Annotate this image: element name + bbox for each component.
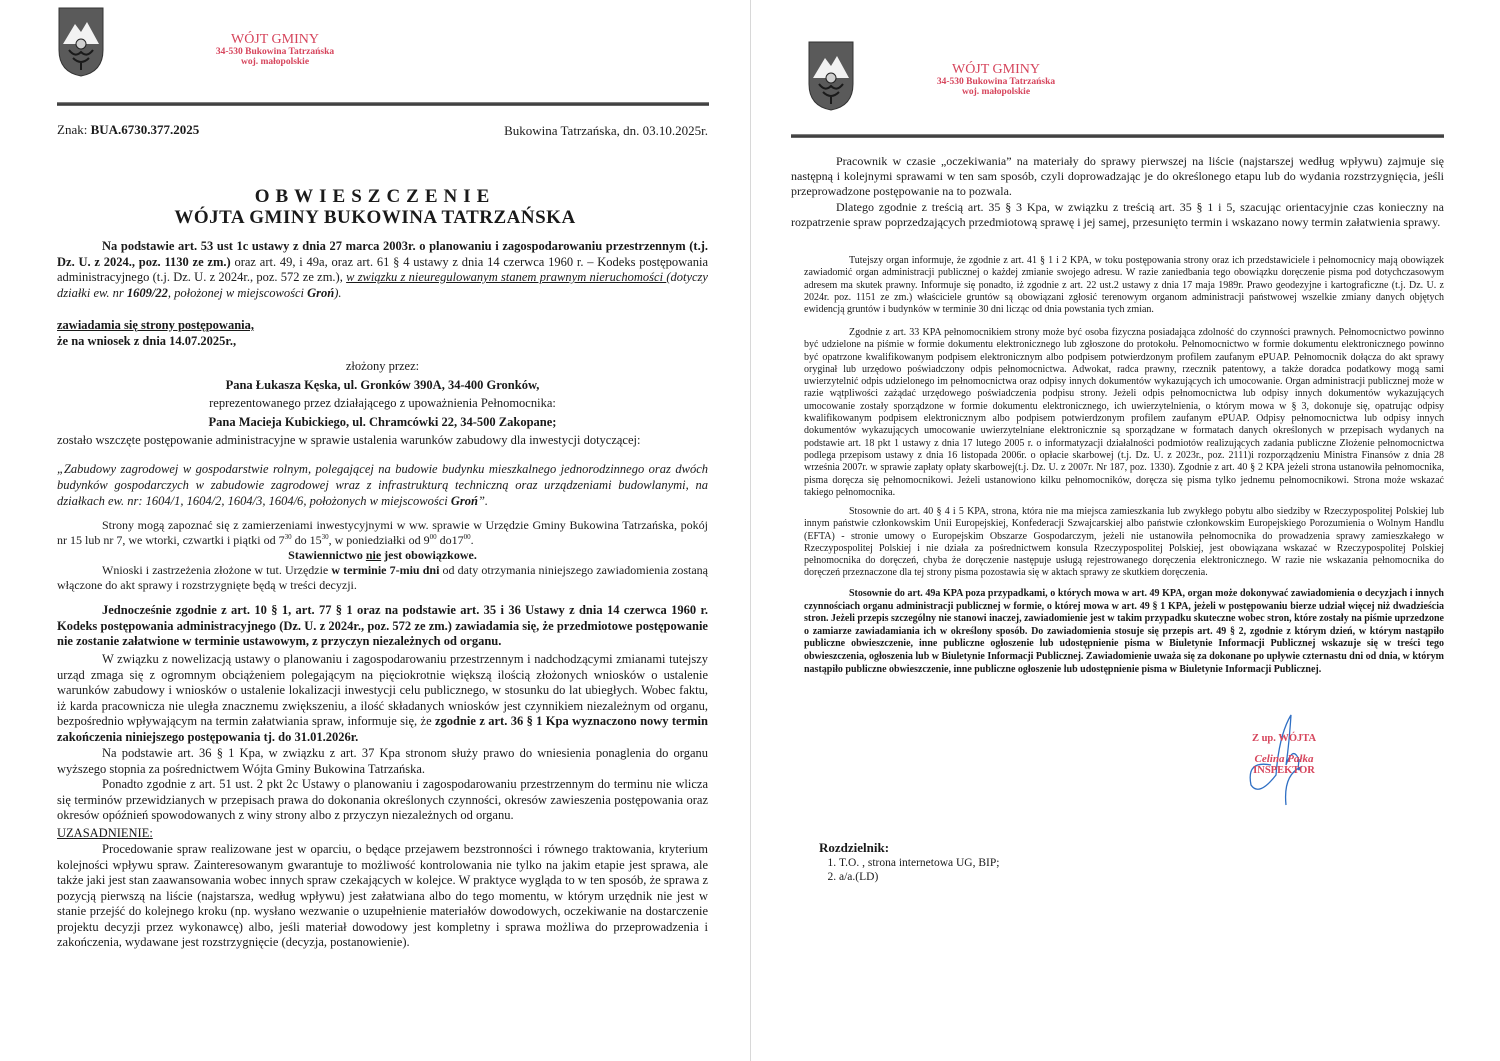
- attorney: Pana Macieja Kubickiego, ul. Chramcówki 22, 34-500 Zakopane;: [208, 414, 557, 429]
- signature-name: Celina Pałka: [1254, 752, 1314, 765]
- distribution-heading: Rozdzielnik:: [819, 840, 890, 855]
- coat-of-arms-icon: [57, 6, 105, 78]
- public-notice-paragraph: Stosownie do art. 49a KPA poza przypadkami, o których mowa w art. 49 KPA, organ może dokonywać zawiadomienia o decyzjach i innych czynnościach organu administracji publicznej w formie, o której mowa w art. 49 § 1 KPA, jeżeli w postępowaniu bierze udział więcej niż dwadzieścia stron. Jeżeli przepis szczególny nie stanowi inaczej, zawiadomienie jest w takim przypadku skuteczne wobec stron, które zostały na piśmie uprzedzone o zamiarze zawiadamiania ich w określony sposób. Do zawiadomienia stosuje się przepis art. 49 § 2, zgodnie z którym dzień, w którym nastąpiło publiczne obwieszczenie, inne publiczne ogłoszenie lub udostępnienie pisma w Biuletynie Informacji Publicznej wskazuje się w treści tego obwieszczenia, ogłoszenia lub w Biuletynie Informacji Publicznej. Zawiadomienie uważa się za dokonane po upływie czternastu dni od dnia, w którym nastąpiło publiczne obwieszczenie, inne publiczne ogłoszenie lub udostępnienie pisma w Biuletynie Informacji Publicznej.: [804, 588, 1445, 675]
- justification-heading: UZASADNIENIE:: [57, 826, 153, 840]
- signature-stamp: [1229, 733, 1339, 776]
- letterhead-office: WÓJT GMINY: [230, 32, 319, 47]
- distribution-item: 2. a/a.(LD): [839, 870, 999, 884]
- investment-description: „Zabudowy zagrodowej w gospodarstwie rolnym, polegającej na budowie budynku mieszkalnego jednorodzinnego oraz dwóch budynków gospodarczych w zabudowie zagrodowej wraz z infrastrukturą techniczną oraz urządzeniami budowlanymi, na działkach ew. nr: 1604/1, 1604/2, 1604/3, 1604/6, położonych w miejscowości Groń”.: [57, 462, 708, 508]
- letterhead-address: 34-530 Bukowina Tatrzańska: [936, 76, 1056, 87]
- document-title: OBWIESZCZENIE: [254, 186, 496, 207]
- exclusions-paragraph: Ponadto zgodnie z art. 51 ust. 2 pkt 2c Ustawy o planowaniu i zagospodarowaniu przestrzennym do terminu nie wlicza się terminów przewidzianych w przepisach prawa do dokonania określonych czynności, okresów zawieszenia postępowania oraz okresów opóźnień spowodowanych z winy strony albo z przyczyn niezależnych od organu.: [57, 777, 708, 822]
- distribution-list: [821, 856, 999, 884]
- letterhead: [200, 33, 350, 68]
- letterhead-address: 34-530 Bukowina Tatrzańska: [215, 46, 335, 57]
- coat-of-arms-icon: [807, 40, 855, 112]
- attendance-note: Stawiennictwo nie jest obowiązkowe.: [288, 548, 477, 562]
- letterhead-region: woj. małopolskie: [240, 56, 310, 67]
- parties-block: [57, 357, 708, 431]
- reference-number: Znak: BUA.6730.377.2025: [57, 122, 200, 137]
- delay-notice: Jednocześnie zgodnie z art. 10 § 1, art. 77 § 1 oraz na podstawie art. 35 i 36 Ustawy z dnia 14 czerwca 1960 r. Kodeks postępowania administracyjnego (Dz. U. z 2024r., poz. 572 ze zm.) zawiadamia się, że przedmiotowe postępowanie nie zostanie załatwione w terminie ustawowym, z przyczyn niezależnych od organu.: [57, 603, 708, 648]
- attorney-paragraph: Zgodnie z art. 33 KPA pełnomocnikiem strony może być osoba fizyczna posiadająca zdolność do czynności prawnych. Pełnomocnictwo powinno być udzielone na piśmie w formie dokumentu elektronicznego lub zgłoszone do protokołu. Pełnomocnictwo w formie dokumentu elektronicznego powinno być opatrzone kwalifikowanym podpisem elektronicznym albo podpisem potwierdzonym profilem zaufanym ePUAP. Pełnomocnik dołącza do akt sprawy oryginał lub urzędowo poświadczony odpis pełnomocnictwa. Adwokat, radca prawny, rzecznik patentowy, a także doradca podatkowy mogą sami uwierzytelnić odpis udzielonego im pełnomocnictwa oraz odpisy innych dokumentów wykazujących ich umocowanie. Organ administracji publicznej może w razie wątpliwości zażądać urzędowego poświadczenia podpisu strony. Jeżeli odpis pełnomocnictwa lub odpisy innych dokumentów wykazujących umocowanie zostały sporządzone w formie dokumentu elektronicznego, ich uwierzytelnienia, o którym mowa w § 3, dokonuje się, opatrując odpisy kwalifikowanym podpisem elektronicznym albo podpisem potwierdzonym profilem zaufanym ePUAP. Odpisy pełnomocnictwa lub odpisy innych dokumentów wykazujących umocowanie uwierzytelniane elektronicznie są sporządzane w formatach danych określonych w przepisach wydanych na podstawie art. 18 pkt 1 ustawy z dnia 17 lutego 2005 r. o informatyzacji działalności podmiotów realizujących zadania publiczne Złożenie pełnomocnictwa podlega przepisom ustawy z dnia 16 listopada 2006r. o opłacie skarbowej (t.j. Dz. U. z 2023r., poz. 2111)i rozporządzeniu Ministra Finansów z dnia 28 września 2007r. w sprawie zapłaty opłaty skarbowej(t.j. Dz. U. z 2007r. Nr 187, poz. 1330). Zgodnie z art. 40 § 2 KPA jeżeli strona ustanowiła pełnomocnika, pisma doręcza się pełnomocnikowi. Jeżeli ustanowiono kilku pełnomocników, doręcza się pisma tylko jednemu pełnomocnikowi. Strona może wskazać takiego pełnomocnika.: [804, 327, 1444, 498]
- worker-paragraph: Pracownik w czasie „oczekiwania” na materiały do sprawy pierwszej na liście (najstarszej według wpływu) zajmuje się następną i kolejnymi sprawami w ten sam sposób, czyli doprowadzając je do określonego etapu lub do wydania rozstrzygnięcia, jeśli przeprowadzone postępowanie na to pozwala.: [791, 154, 1444, 198]
- proceeding-line: zostało wszczęte postępowanie administracyjne w sprawie ustalenia warunków zabudowy dla inwestycji dotyczącej:: [57, 433, 641, 447]
- notify-line: zawiadamia się strony postępowania,: [57, 318, 255, 332]
- appeal-paragraph: Na podstawie art. 36 § 1 Kpa, w związku z art. 37 Kpa stronom służy prawo do wniesienia ponaglenia do organu wyższego stopnia za pośrednictwem Wójta Gminy Bukowina Tatrzańska.: [57, 746, 708, 776]
- address-change-paragraph: Tutejszy organ informuje, że zgodnie z art. 41 § 1 i 2 KPA, w toku postępowania strony oraz ich przedstawiciele i pełnomocnicy mają obowiązek zawiadomić organ administracji publicznej o każdej zmianie swojego adresu. W razie zaniedbania tego obowiązku doręczenie pisma pod dotychczasowym adresem ma skutek prawny. Informuje się ponadto, iż zgodnie z art. 22 ust.2 ustawy z dnia 17 maja 1989r. Prawo geodezyjne i kartograficzne (t.j. Dz. U. z 2024r. poz. 1151 ze zm.) właściciele gruntów są obowiązani zgłosić terenowym organom administracji państwowej wszelkie zmiany danych objętych ewidencją gruntów i budynków w terminie 30 dni licząc od dnia powstania tych zmian.: [804, 255, 1444, 316]
- document-page-2: [750, 0, 1500, 1061]
- letterhead: [921, 63, 1071, 98]
- workload-paragraph: W związku z nowelizacją ustawy o planowaniu i zagospodarowaniu przestrzennym i nadchodzącymi zmianami tutejszy urząd zmaga się z ogromnym obciążeniem polegającym na pięciokrotnie większą ilością złożonych wniosków o ustalenie warunków zabudowy i wniosków o ustalenie lokalizacji inwestycji celu publicznego, w stosunku do lat ubiegłych. Wobec faktu, iż karda pracownicza nie uległa znacznemu zwiększeniu, a ilość składanych wniosków jest czynnikiem niezależnym od organu, bezpośrednio wpływającym na termin załatwiania spraw, informuje się, że zgodnie z art. 36 § 1 Kpa wyznaczono nowy termin zakończenia niniejszego postępowania tj. do 31.01.2026r.: [57, 652, 708, 744]
- header-rule: [791, 134, 1444, 138]
- letterhead-region: woj. małopolskie: [961, 86, 1031, 97]
- applicant: Pana Łukasza Kęska, ul. Gronków 390A, 34-400 Gronków,: [225, 377, 540, 392]
- justification-paragraph: Procedowanie spraw realizowane jest w oparciu, o będące przejawem bezstronności i równego traktowania, kryterium kolejności wpływu spraw. Zainteresowanym gwarantuje to możliwość kontrolowania nie tylko na jakim etapie jest sprawa, ale także jaki jest stan zaawansowania wobec innych spraw czekających w kolejce. W praktyce wygląda to w ten sposób, że sprawa z pozycją pierwszą na liście (najstarsza, według wpływu) jest załatwiana albo do tego momentu, w którym urzędnik nie jest w stanie przejść do kolejnego kroku (np. wysłano wezwanie o uzupełnienie materiałów dowodowych, oczekiwanie na dostarczenie projektu decyzji przez wykonawcę) albo, jeśli materiał dowodowy jest kompletny i sprawa możliwa do przeprowadzenia i zakończenia, wydawane jest rozstrzygnięcie (decyzja, postanowienie).: [57, 842, 708, 949]
- legal-basis-paragraph: Na podstawie art. 53 ust 1c ustawy z dnia 27 marca 2003r. o planowaniu i zagospodarowaniu przestrzennym (t.j. Dz. U. z 2024., poz. 1130 ze zm.) oraz art. 49, i 49a, oraz art. 61 § 4 ustawy z dnia 14 czerwca 1960 r. – Kodeks postępowania administracyjnego (t.j. Dz. U. z 2024r., poz. 572 ze zm.), w związku z nieuregulowanym stanem prawnym nieruchomości (dotyczy działki ew. nr 1609/22, położonej w miejscowości Groń).: [57, 239, 708, 300]
- header-rule: [57, 102, 709, 106]
- signature-role: INSPEKTOR: [1253, 764, 1315, 776]
- signature-on-behalf: Z up. WÓJTA: [1251, 733, 1317, 744]
- inspection-paragraph: Strony mogą zapoznać się z zamierzeniami inwestycyjnymi w ww. sprawie w Urzędzie Gminy Bukowina Tatrzańska, pokój nr 15 lub nr 7, we wtorki, czwartki i piątki od $7^{30}$ do $15^{30}$, w poniedziałki od $9^{00}$ $do17^{00}$.: [57, 518, 708, 547]
- foreign-party-paragraph: Stosownie do art. 40 § 4 i 5 KPA, strona, która nie ma miejsca zamieszkania lub zwykłego pobytu albo siedziby w Rzeczypospolitej Polskiej lub innym państwie członkowskim Unii Europejskiej, Konfederacji Szwajcarskiej albo państwie członkowskim Europejskiego Porozumienia o Wolnym Handlu (EFTA) - stronie umowy o Europejskim Obszarze Gospodarczym, jeżeli nie ustanowiła pełnomocnika do prowadzenia sprawy zamieszkałego w Rzeczypospolitej Polskiej i nie działa za pośrednictwem konsula Rzeczypospolitej Polskiej, jest obowiązana wskazać w Rzeczypospolitej Polskiej pełnomocnika do doręczeń, chyba że doręczenie następuje usługą rejestrowanego doręczenia elektronicznego. W razie nie wskazania pełnomocnika do doręczeń przeznaczone dla tej strony pisma pozostawia się w aktach sprawy ze skutkiem doręczenia.: [804, 506, 1444, 579]
- letterhead-office: WÓJT GMINY: [951, 62, 1040, 77]
- therefore-paragraph: Dlatego zgodnie z treścią art. 35 § 3 Kpa, w związku z treścią art. 35 § 1 i 5, szacując orientacyjnie czas konieczny na rozpatrzenie spraw poprzedzających przedmiotową sprawę i jej samej, przesunięto termin i wskazano nowy termin załatwienia sprawy.: [791, 200, 1444, 229]
- represented-label: reprezentowanego przez działającego z upoważnienia Pełnomocnika:: [209, 396, 556, 410]
- place-date: Bukowina Tatrzańska, dn. 03.10.2025r.: [504, 123, 708, 138]
- document-subtitle: WÓJTA GMINY BUKOWINA TATRZAŃSKA: [174, 207, 576, 228]
- objections-paragraph: Wnioski i zastrzeżenia złożone w tut. Urzędzie w terminie 7-miu dni od daty otrzymania niniejszego zawiadomienia zostaną włączone do akt sprawy i rozstrzygnięte będą w treści decyzji.: [57, 563, 709, 592]
- request-date-line: że na wniosek z dnia 14.07.2025r.,: [57, 334, 237, 348]
- submitted-by-label: złożony przez:: [345, 359, 420, 373]
- distribution-item: 1. T.O. , strona internetowa UG, BIP;: [839, 856, 999, 870]
